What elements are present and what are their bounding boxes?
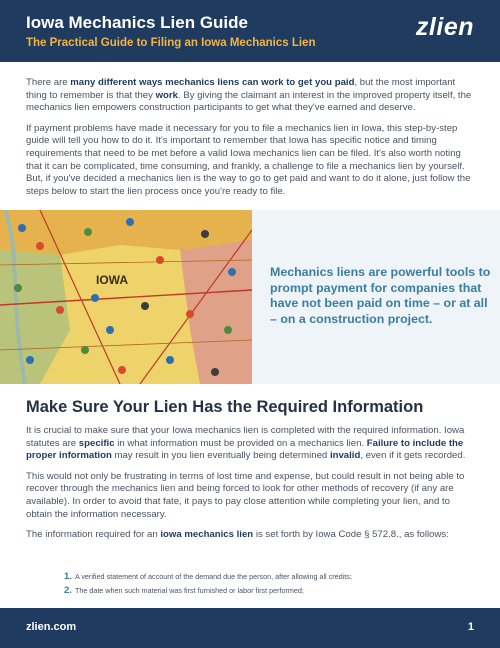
intro-p1-text-1: There are [26, 77, 71, 88]
intro-p1-text-3: . By giving the claimant an interest in the improved property itself, the mechanics lien empowers construction participants to get what they've earned and deserve. [26, 89, 472, 114]
section-p1-emphasis-1: specific [78, 437, 115, 449]
list-item [64, 570, 484, 584]
intro-paragraph-1 [26, 77, 476, 115]
list-item-text: The date when such material was first furnished or labor first performed; [74, 586, 304, 595]
list-item-number: 2. [64, 585, 72, 596]
section-p3-link[interactable]: iowa mechanics lien [160, 529, 254, 541]
intro-p1-link[interactable]: many different ways mechanics liens can work to get you paid [70, 77, 355, 88]
list-item-text: A verified statement of account of the demand due the person, after allowing all credits; [74, 572, 352, 581]
map-state-label: IOWA [96, 273, 128, 287]
section-p1-emphasis-2: Failure to include the proper information [26, 437, 464, 462]
iowa-map-photo [0, 210, 252, 384]
section-paragraph-1 [26, 425, 476, 463]
section-p1-text-1: It is crucial to make sure that your Iowa mechanics lien is completed with the required information. Iowa statutes are [26, 425, 465, 449]
page-footer [0, 608, 500, 648]
callout-box [252, 210, 500, 384]
section-p3-text-1: The information required for an [26, 529, 161, 541]
section-paragraph-3 [26, 529, 476, 542]
intro-p1-text-2: , but the most important thing to remember is that they [26, 77, 456, 101]
section-body [26, 425, 476, 550]
callout-quote: Mechanics liens are powerful tools to prompt payment for companies that have not been paid on time – or at all – on a construction project. [270, 265, 491, 326]
requirements-list [64, 570, 484, 598]
map-illustration [0, 210, 252, 384]
intro-text [26, 77, 476, 206]
section-p1-text-2: in what information must be provided on a mechanics lien. [114, 437, 367, 449]
section-heading: Make Sure Your Lien Has the Required Information [26, 398, 424, 416]
section-paragraph-2: This would not only be frustrating in terms of lost time and expense, but could result in not being able to recover through the mechanics lien and being forced to look for other methods of recovery (if any are available). In order to avoid that fate, it pays to pay close attention while completing your lien, and to obtain the information necessary. [26, 470, 465, 520]
guide-subtitle: The Practical Guide to Filing an Iowa Mechanics Lien [26, 37, 316, 49]
section-p1-text-3: may result in you lien eventually being determined [111, 450, 330, 462]
intro-p1-emphasis: work [155, 89, 178, 101]
section-p1-emphasis-3: invalid [329, 450, 361, 462]
zlien-logo: zlien [415, 13, 474, 41]
intro-paragraph-2: If payment problems have made it necessary for you to file a mechanics lien in Iowa, this step-by-step guide will tell you how to do it. It's important to remember that Iowa has specific notice and timing requirements that need to be met before a valid Iowa mechanics lien can be filed. It's also worth noting that it can be complicated, time consuming, and frankly, a challenge to file a mechanics lien by yourself. But, if you've decided a mechanics lien is the way to go to get paid and want to do it alone, just follow the steps below to start the lien process once you're ready to file. [26, 122, 471, 197]
footer-site-link[interactable]: zlien.com [26, 621, 77, 633]
guide-title: Iowa Mechanics Lien Guide [26, 13, 248, 32]
list-item [64, 584, 484, 598]
section-p3-text-2: is set forth by Iowa Code § 572.8., as follows: [253, 529, 449, 541]
page-header [0, 0, 500, 62]
page-number: 1 [467, 621, 474, 633]
section-p1-text-4: , even if it gets recorded. [360, 450, 466, 462]
list-item-number: 1. [64, 571, 72, 582]
